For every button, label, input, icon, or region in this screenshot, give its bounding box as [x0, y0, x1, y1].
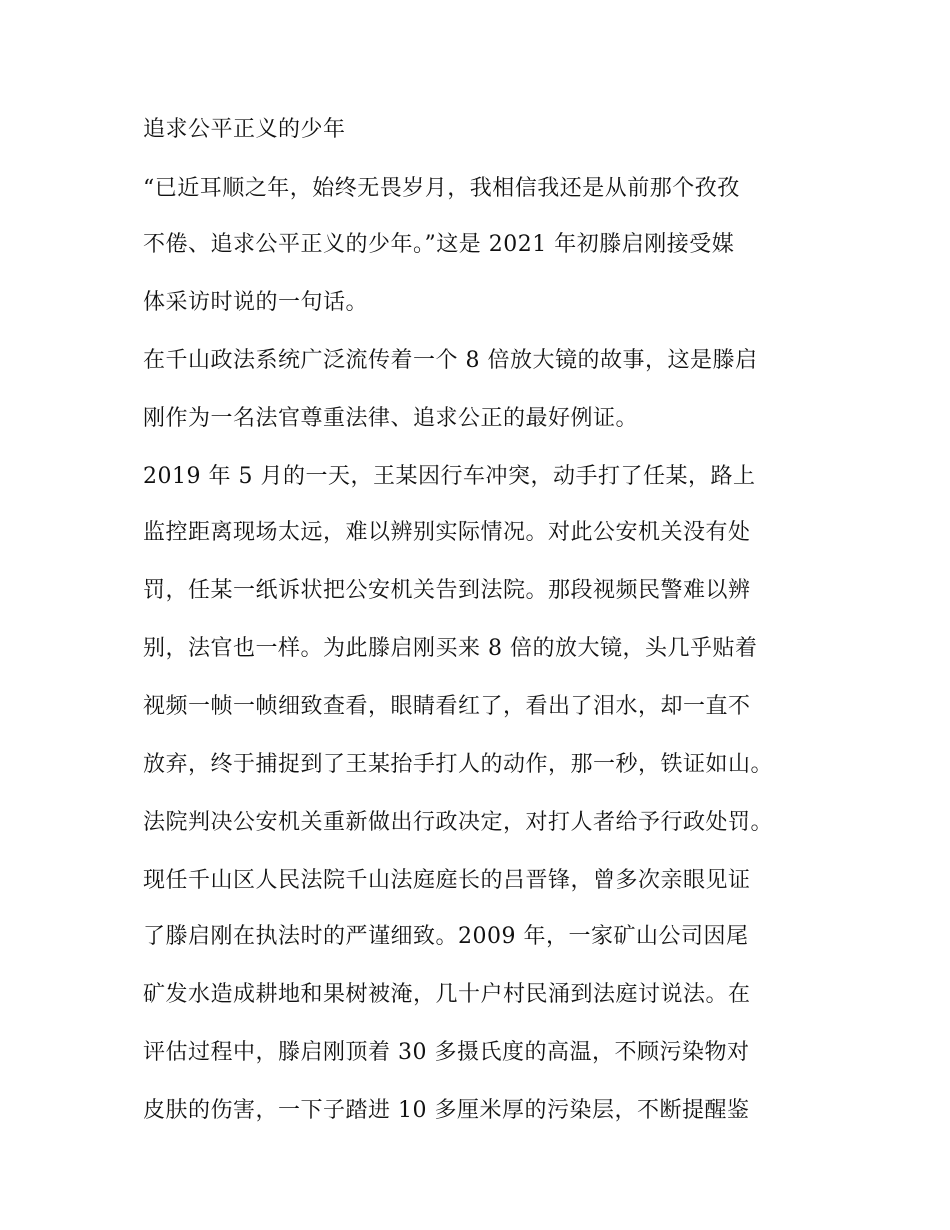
document-title: 追求公平正义的少年 — [143, 117, 346, 142]
paragraph-line: 现任千山区人民法院千山法庭庭长的吕晋锋，曾多次亲眼见证 — [143, 868, 751, 893]
paragraph-line: 视频一帧一帧细致查看，眼睛看红了，看出了泪水，却一直不 — [143, 694, 751, 719]
paragraph-line: 放弃，终于捕捉到了王某抬手打人的动作，那一秒，铁证如山。 — [143, 752, 774, 777]
paragraph-line: 2019 年 5 月的一天，王某因行车冲突，动手打了任某，路上 — [143, 464, 756, 489]
paragraph-line: “已近耳顺之年，始终无畏岁月，我相信我还是从前那个孜孜 — [143, 176, 740, 201]
paragraph-line: 刚作为一名法官尊重法律、追求公正的最好例证。 — [143, 406, 639, 431]
paragraph-line: 评估过程中，滕启刚顶着 30 多摄氏度的高温，不顾污染物对 — [143, 1040, 750, 1065]
paragraph-line: 体采访时说的一句话。 — [143, 290, 369, 315]
paragraph-line: 罚，任某一纸诉状把公安机关告到法院。那段视频民警难以辨 — [143, 578, 751, 603]
paragraph-line: 不倦、追求公平正义的少年。”这是 2021 年初滕启刚接受媒 — [143, 232, 735, 257]
paragraph-line: 在千山政法系统广泛流传着一个 8 倍放大镜的故事，这是滕启 — [143, 348, 758, 373]
paragraph-line: 别，法官也一样。为此滕启刚买来 8 倍的放大镜，头几乎贴着 — [143, 636, 758, 661]
paragraph-line: 皮肤的伤害，一下子踏进 10 多厘米厚的污染层，不断提醒鉴 — [143, 1098, 750, 1123]
paragraph-line: 了滕启刚在执法时的严谨细致。2009 年，一家矿山公司因尾 — [143, 924, 749, 949]
paragraph-line: 法院判决公安机关重新做出行政决定，对打人者给予行政处罚。 — [143, 810, 774, 835]
paragraph-line: 监控距离现场太远，难以辨别实际情况。对此公安机关没有处 — [143, 520, 751, 545]
paragraph-line: 矿发水造成耕地和果树被淹，几十户村民涌到法庭讨说法。在 — [143, 982, 751, 1007]
